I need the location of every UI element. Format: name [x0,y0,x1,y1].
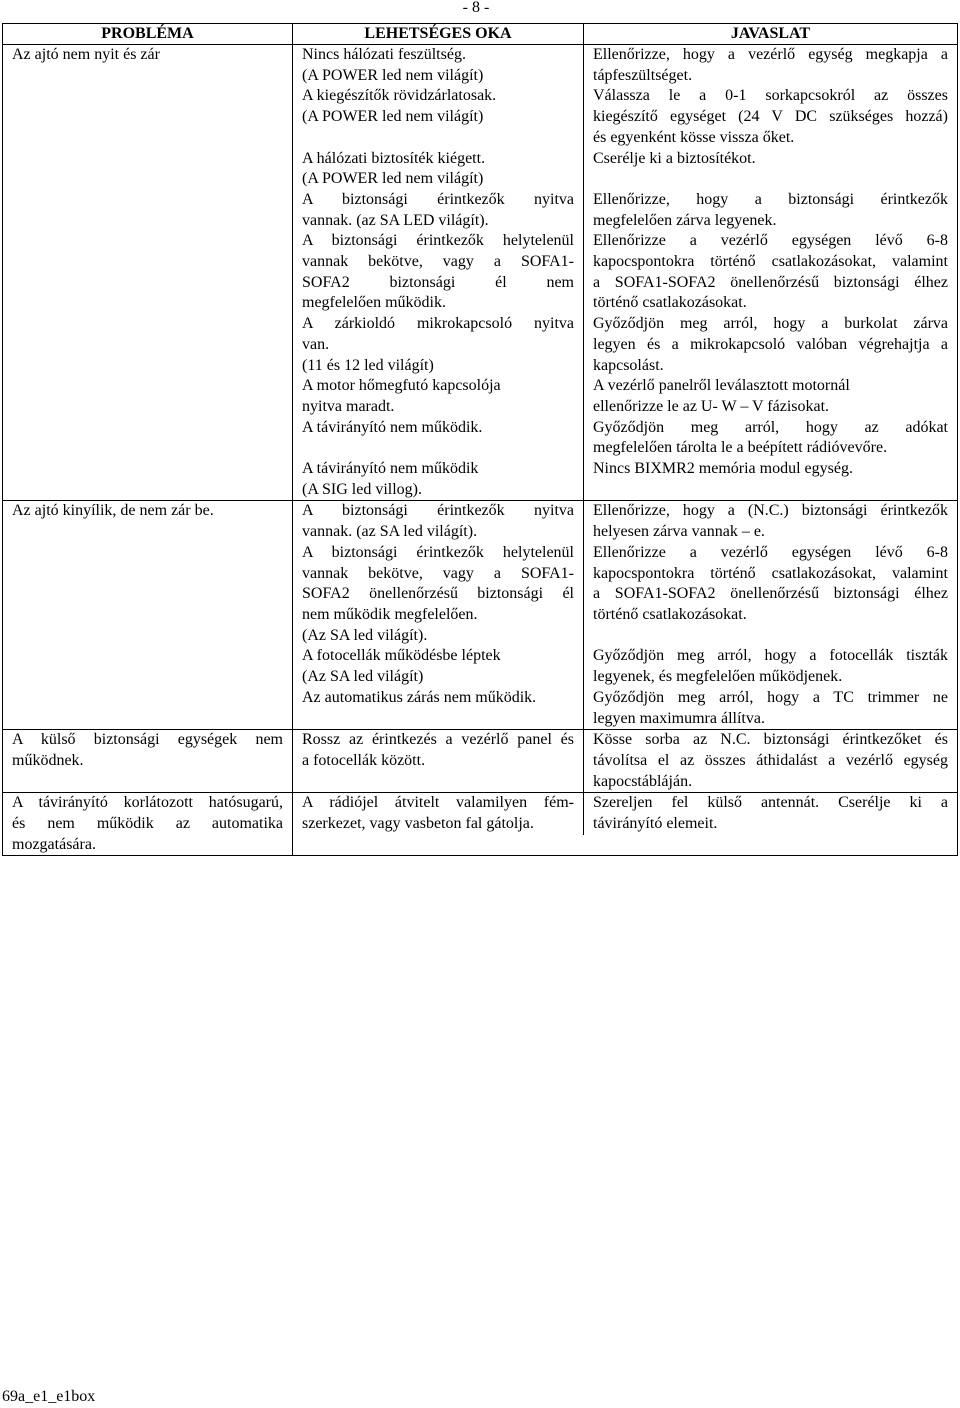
cause-text: (Az SA led világít) [302,668,424,686]
problem-text: Az ajtó nem nyit és zár [12,46,160,63]
cause-cell [293,646,584,687]
suggestion-text: ellenőrizze le az U- W – V fázisokat. [593,397,830,415]
cause-text: A távirányító nem működik [302,460,479,478]
suggestion-text: Nincs BIXMR2 memória modul egység. [593,460,853,478]
cause-cell [293,688,584,729]
suggestion-cell [584,418,957,459]
troubleshooting-table [2,23,958,856]
suggestion-cell [584,543,957,647]
problem-cell [3,501,293,729]
table-row [293,314,957,376]
table-body [3,45,957,855]
suggestion-text: Ellenőrizze, hogy a vezérlő egység megkapja a [593,46,948,63]
problem-text: és nem működik az automatika [12,815,283,833]
suggestion-text: Ellenőrizze, hogy a biztonsági érintkezők [593,190,948,208]
suggestion-text: Győződjön meg arról, hogy a burkolat zárva [593,315,948,333]
table-row [293,149,957,190]
cause-text: (11 és 12 led világít) [302,356,434,374]
suggestion-text: a SOFA1-SOFA2 önellenőrzésű biztonsági élhez [593,585,948,603]
cause-cell [293,190,584,231]
table-row [293,501,957,542]
suggestion-text: kapcsolást. [593,356,664,374]
cause-text: a fotocellák között. [302,751,426,769]
cause-rows [293,45,957,500]
header-problem: PROBLÉMA [3,24,293,44]
suggestion-cell [584,314,957,376]
cause-text: A távirányító nem működik. [302,418,483,436]
suggestion-text: A vezérlő panelről leválasztott motornál [593,377,850,395]
suggestion-text: Szereljen fel külső antennát. Cserélje ki a [593,794,948,812]
cause-text: Nincs hálózati feszültség. [302,46,466,63]
suggestion-cell [584,730,957,792]
cause-text: A hálózati biztosíték kiégett. [302,149,486,167]
cause-text: A zárkioldó mikrokapcsoló nyitva [302,315,574,333]
suggestion-text: történő csatlakozásokat. [593,605,747,623]
suggestion-text: Ellenőrizze, hogy a (N.C.) biztonsági érintkezők [593,502,948,520]
suggestion-text: Válassza le a 0-1 sorkapcsokról az összes [593,87,948,105]
cause-text: A kiegészítők rövidzárlatosak. [302,87,497,105]
cause-text: Rossz az érintkezés a vezérlő panel és [302,731,574,749]
cause-cell [293,501,584,542]
cause-text: (A POWER led nem világít) [302,66,484,84]
suggestion-cell [584,190,957,231]
suggestion-cell [584,646,957,687]
table-row [293,418,957,459]
problem-cell [3,45,293,500]
table-row [293,459,957,500]
cause-text: van. [302,335,330,353]
cause-text: Az automatikus zárás nem működik. [302,688,537,706]
suggestion-text: Győződjön meg arról, hogy a fotocellák tiszták [593,647,948,665]
problem-cell [3,730,293,792]
cause-text: nem működik megfelelően. [302,605,478,623]
table-row [293,45,957,86]
cause-text: (Az SA led világít). [302,626,428,644]
cause-text: SOFA2 önellenőrzésű biztonsági él [302,585,574,603]
cause-rows [293,730,957,792]
table-row [293,793,957,834]
cause-text: (A SIG led villog). [302,480,422,498]
table-row [293,688,957,729]
header-cause: LEHETSÉGES OKA [293,24,584,44]
suggestion-text: legyen maximumra állítva. [593,709,765,727]
cause-text: (A POWER led nem világít) [302,170,484,188]
table-row [293,190,957,231]
suggestion-text: Győződjön meg arról, hogy az adókat [593,418,948,436]
table-row [293,86,957,148]
problem-text: mozgatására. [12,835,96,853]
cause-cell [293,730,584,792]
suggestion-text: Kösse sorba az N.C. biztonsági érintkezőket és [593,731,948,749]
cause-text: A motor hőmegfutó kapcsolója [302,377,501,395]
suggestion-text: kapocspontokra történő csatlakozásokat, valamint [593,253,948,271]
suggestion-cell [584,149,957,190]
suggestion-text: Ellenőrizze a vezérlő egységen lévő 6-8 [593,543,948,561]
cause-text: A biztonsági érintkezők helytelenül [302,232,574,250]
cause-text: szerkezet, vagy vasbeton fal gátolja. [302,815,534,833]
suggestion-text: Cserélje ki a biztosítékot. [593,149,756,167]
cause-cell [293,149,584,190]
cause-text: A rádiójel átvitelt valamilyen fém- [302,794,574,812]
table-row [293,376,957,417]
problem-text: A külső biztonsági egységek nem [12,731,283,749]
header-suggestion: JAVASLAT [730,25,811,42]
cause-text: A biztonsági érintkezők nyitva [302,502,574,520]
table-header-row [3,24,957,45]
cause-cell [293,376,584,417]
problem-group [3,500,957,729]
cause-cell [293,543,584,647]
table-row [293,646,957,687]
cause-text: A biztonsági érintkezők nyitva [302,190,574,208]
footer-code: 69a_e1_e1box [2,1388,96,1405]
cause-cell [293,314,584,376]
suggestion-text: Győződjön meg arról, hogy a TC trimmer ne [593,688,948,706]
suggestion-text: legyenek, és megfelelően működjenek. [593,668,843,686]
cause-text: A fotocellák működésbe léptek [302,647,501,665]
cause-text: (A POWER led nem világít) [302,108,484,126]
suggestion-text: kiegészítő egységet (24 V DC szükséges hozzá) [593,108,948,126]
suggestion-text: kapocstábláján. [593,772,693,790]
cause-cell [293,793,584,834]
cause-rows [293,793,957,855]
cause-text: vannak bekötve, vagy a SOFA1- [302,564,574,582]
suggestion-text: helyesen zárva vannak – e. [593,523,765,541]
cause-text: nyitva maradt. [302,397,395,415]
table-row [293,543,957,647]
problem-text: Az ajtó kinyílik, de nem zár be. [12,502,214,520]
suggestion-cell [584,793,957,834]
suggestion-text: Ellenőrizze a vezérlő egységen lévő 6-8 [593,232,948,250]
suggestion-cell [584,86,957,148]
cause-cell [293,231,584,314]
cause-cell [293,45,584,86]
suggestion-cell [584,688,957,729]
page-number: - 8 - [462,0,490,16]
cause-rows [293,501,957,729]
problem-cell [3,793,293,855]
table-row [293,730,957,792]
problem-text: A távirányító korlátozott hatósugarú, [12,794,283,812]
suggestion-text: és egyenként kösse vissza őket. [593,128,795,146]
suggestion-text: legyen és a mikrokapcsoló valóban végrehajtja a [593,335,948,353]
suggestion-text: történő csatlakozásokat. [593,294,747,312]
suggestion-cell [584,45,957,86]
cause-text: vannak. (az SA led világít). [302,523,478,541]
table-row [293,231,957,314]
problem-text: működnek. [12,751,84,769]
cause-cell [293,459,584,500]
suggestion-cell [584,501,957,542]
problem-group [3,45,957,500]
suggestion-text: tápfeszültséget. [593,66,693,84]
suggestion-cell [584,459,957,500]
suggestion-text: megfelelően tárolta le a beépített rádióvevőre. [593,439,888,457]
problem-group [3,792,957,855]
suggestion-text: a SOFA1-SOFA2 önellenőrzésű biztonsági élhez [593,273,948,291]
suggestion-text: megfelelően zárva legyenek. [593,211,777,229]
suggestion-cell [584,231,957,314]
cause-text: megfelelően működik. [302,294,446,312]
suggestion-text: távolítsa el az összes áthidalást a vezérlő egység [593,751,948,769]
problem-group [3,729,957,792]
suggestion-text: kapocspontokra történő csatlakozásokat, valamint [593,564,948,582]
suggestion-text: távirányító elemeit. [593,815,718,833]
cause-text: vannak bekötve, vagy a SOFA1- [302,253,574,271]
cause-cell [293,86,584,148]
cause-text: vannak. (az SA LED világít). [302,211,489,229]
suggestion-cell [584,376,957,417]
cause-cell [293,418,584,459]
cause-text: SOFA2 biztonsági él nem [302,273,574,291]
cause-text: A biztonsági érintkezők helytelenül [302,543,574,561]
